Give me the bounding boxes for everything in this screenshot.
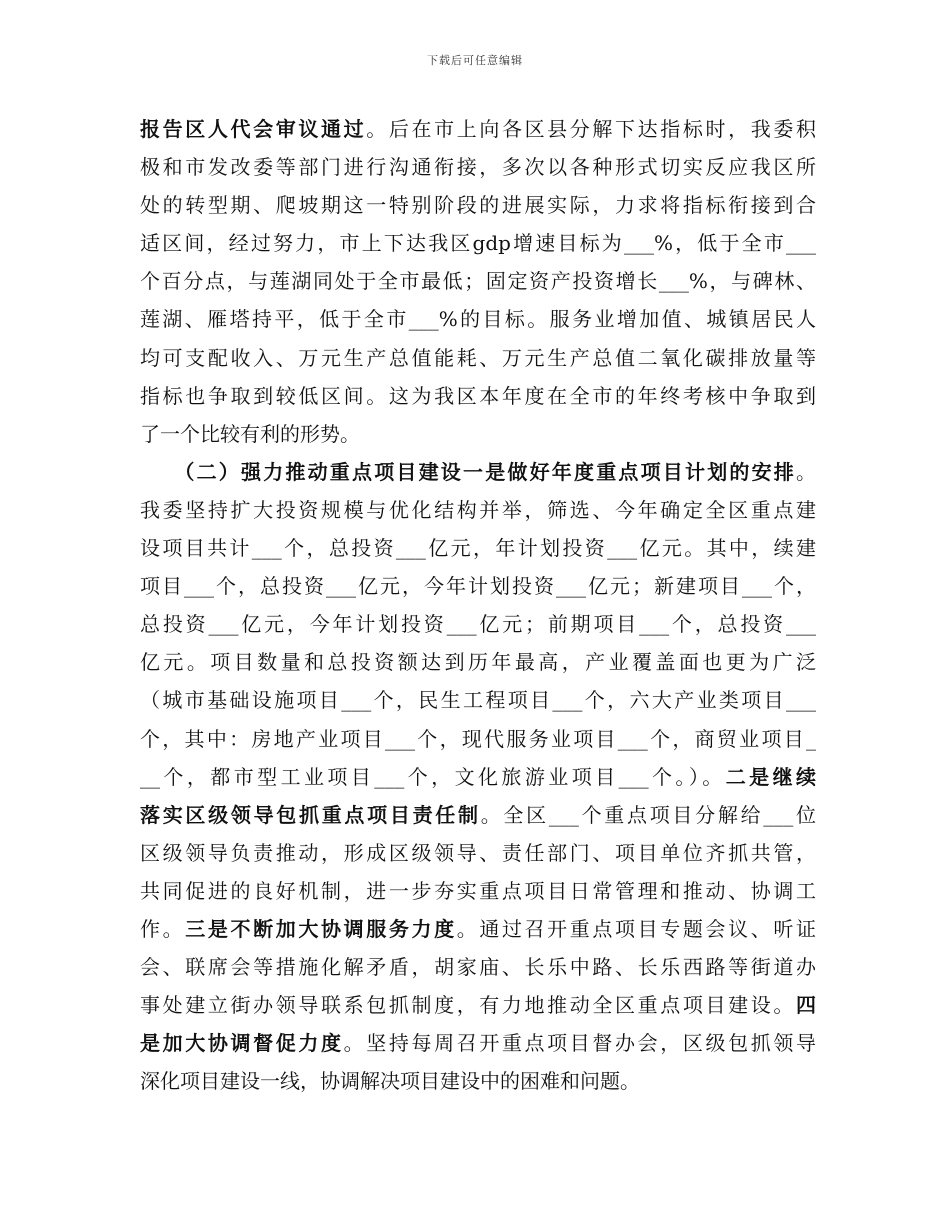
page-header-note: 下载后可任意编辑: [427, 54, 523, 67]
line-text: 。后在市上向各区县分解下达指标时，我委积: [366, 117, 816, 141]
text-line: [140, 910, 816, 948]
text-line: [140, 834, 816, 872]
line-text: 。: [796, 459, 816, 484]
text-line: [140, 948, 816, 986]
line-text: 总投资___亿元，今年计划投资___亿元；前期项目___个，总投资___: [140, 612, 816, 637]
line-text: 莲湖、雁塔持平，低于全市___%的目标。服务业增加值、城镇居民人: [140, 307, 816, 332]
line-text: 设项目共计___个，总投资___亿元，年计划投资___亿元。其中，续建: [140, 536, 816, 561]
bold-phrase: 落实区级领导包抓重点项目责任制: [140, 802, 481, 827]
line-text: 指标也争取到较低区间。这为我区本年度在全市的年终考核中争取到: [140, 383, 816, 408]
text-line: [140, 148, 816, 186]
text-line: [140, 643, 816, 681]
text-line: [140, 986, 816, 1024]
line-text: 。通过召开重点项目专题会议、听证: [456, 916, 816, 941]
line-text: 区级领导负责推动，形成区级领导、责任部门、项目单位齐抓共管，: [140, 840, 816, 865]
text-line: [140, 1062, 816, 1100]
text-line: [140, 453, 816, 491]
bold-phrase: 是加大协调督促力度: [140, 1031, 344, 1056]
line-text: 均可支配收入、万元生产总值能耗、万元生产总值二氧化碳排放量等: [140, 345, 816, 370]
text-line: [140, 300, 816, 338]
bold-phrase: 四: [796, 993, 816, 1018]
line-text: 事处建立街办领导联系包抓制度，有力地推动全区重点项目建设。: [140, 993, 796, 1018]
line-text: 亿元。项目数量和总投资额达到历年最高，产业覆盖面也更为广泛: [140, 650, 816, 675]
text-line: [140, 339, 816, 377]
line-text: （城市基础设施项目___个，民生工程项目___个，六大产业类项目___: [140, 688, 816, 713]
line-text: 会、联席会等措施化解矛盾，胡家庙、长乐中路、长乐西路等街道办: [140, 955, 816, 980]
text-line: [140, 491, 816, 529]
line-text: 。坚持每周召开重点项目督办会，区级包抓领导: [343, 1031, 816, 1056]
line-text: 了一个比较有利的形势。: [140, 421, 360, 446]
line-text: 个，其中：房地产业项目___个，现代服务业项目___个，商贸业项目_: [140, 726, 816, 751]
line-text: 深化项目建设一线，协调解决项目建设中的困难和问题。: [140, 1069, 640, 1094]
line-text: 适区间，经过努力，市上下达我区gdp增速目标为___%，低于全市___: [140, 231, 816, 256]
line-text: 处的转型期、爬坡期这一特别阶段的进展实际，力求将指标衔接到合: [140, 193, 816, 218]
line-text: 。全区___个重点项目分解给___位: [480, 802, 816, 827]
line-text: 极和市发改委等部门进行沟通衔接，多次以各种形式切实反应我区所: [140, 155, 816, 180]
line-text: 共同促进的良好机制，进一步夯实重点项目日常管理和推动、协调工: [140, 878, 816, 903]
line-text: 作。: [140, 916, 186, 941]
text-line: [140, 415, 816, 453]
text-line: [140, 758, 816, 796]
line-text: 我委坚持扩大投资规模与优化结构并举，筛选、今年确定全区重点建: [140, 497, 816, 522]
bold-phrase: 二是继续: [725, 764, 816, 789]
bold-phrase: 三是不断加大协调服务力度: [185, 916, 457, 941]
text-line: [140, 262, 816, 300]
text-line: [140, 110, 816, 148]
document-body: [140, 110, 816, 1100]
text-line: [140, 186, 816, 224]
line-text: 个百分点，与莲湖同处于全市最低；固定资产投资增长___%，与碑林、: [140, 269, 816, 294]
text-line: [140, 224, 816, 262]
section-heading: （二）强力推动重点项目建设一是做好年度重点项目计划的安排: [140, 459, 796, 484]
text-line: [140, 567, 816, 605]
text-line: [140, 529, 816, 567]
text-line: [140, 720, 816, 758]
text-line: [140, 1024, 816, 1062]
line-text: __个，都市型工业项目___个，文化旅游业项目___个。）。: [140, 764, 726, 789]
bold-phrase: 报告区人代会审议通过: [140, 117, 367, 141]
text-line: [140, 796, 816, 834]
line-text: 项目___个，总投资___亿元，今年计划投资___亿元；新建项目___个，: [140, 574, 816, 599]
text-line: [140, 605, 816, 643]
text-line: [140, 377, 816, 415]
text-line: [140, 872, 816, 910]
text-line: [140, 681, 816, 719]
